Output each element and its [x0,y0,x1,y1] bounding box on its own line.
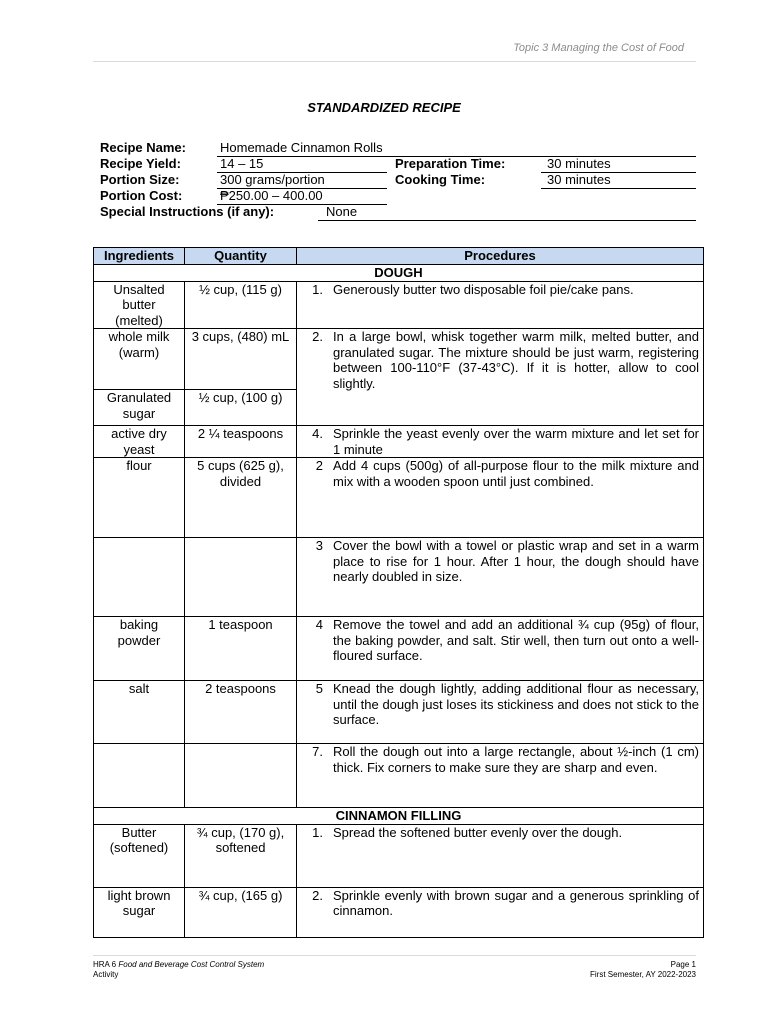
step-text: Remove the towel and add an additional ¾ cup (95g) of flour, the baking powder, and salt. Stir well, then turn out onto a well-floured surface. [333,617,699,663]
footer-divider [93,955,696,956]
table-row [94,744,704,808]
topic-header: Topic 3 Managing the Cost of Food [513,42,684,54]
ingredients-header: Ingredients [94,248,185,265]
procedure-cell [297,887,704,937]
step-number: 3 [315,538,323,553]
step-text: Roll the dough out into a large rectangle, about ½-inch (1 cm) thick. Fix corners to make sure they are sharp and even. [333,744,699,775]
quantity-cell [185,538,297,617]
prep-time-label: Preparation Time: [395,156,506,171]
step-number: 2. [312,329,323,344]
step-text: Add 4 cups (500g) of all-purpose flour to the milk mixture and mix with a wooden spoon until just combined. [333,458,699,489]
footer-left [93,960,264,980]
section-row [94,265,704,282]
quantity-cell: 5 cups (625 g), divided [185,458,297,538]
ingredient-cell [94,744,185,808]
special-instructions-label: Special Instructions (if any): [100,204,275,219]
table-row [94,681,704,744]
step-number: 2 [315,458,323,473]
quantity-cell: ½ cup, (100 g) [185,390,297,426]
quantity-cell: ½ cup, (115 g) [185,281,297,329]
cooking-time-label: Cooking Time: [395,172,486,187]
ingredient-cell: Granulated sugar [94,390,185,426]
section-row [94,808,704,825]
semester-label: First Semester, AY 2022-2023 [590,970,696,979]
quantity-cell: 2 ¼ teaspoons [185,426,297,458]
portion-size-value: 300 grams/portion [217,172,387,189]
step-number: 1. [312,824,323,840]
procedure-cell [297,681,704,744]
quantity-cell: ¾ cup, (165 g) [185,887,297,937]
ingredient-cell: light brown sugar [94,887,185,937]
document-title: STANDARDIZED RECIPE [307,100,461,115]
ingredient-cell: salt [94,681,185,744]
table-row [94,887,704,937]
recipe-name-label: Recipe Name: [100,140,186,155]
section-dough: DOUGH [94,265,704,282]
course-code: HRA 6 [93,960,117,969]
ingredient-cell: whole milk (warm) [94,329,185,390]
step-text: In a large bowl, whisk together warm milk, melted butter, and granulated sugar. The mixture should be just warm, registering between 100-110°F (37-43°C). If it is hotter, allow to cool slightly. [333,329,699,391]
procedure-cell [297,281,704,329]
recipe-name-value: Homemade Cinnamon Rolls [217,140,696,157]
quantity-cell: 2 teaspoons [185,681,297,744]
step-number: 4. [312,426,323,441]
table-row [94,281,704,329]
table-header-row [94,248,704,265]
special-instructions-value: None [318,204,696,221]
table-row [94,538,704,617]
recipe-table [93,247,704,938]
step-number: 1. [312,281,323,297]
prep-time-value: 30 minutes [541,156,696,173]
footer-right [590,960,696,980]
header-divider [93,61,696,62]
ingredient-cell: baking powder [94,617,185,681]
step-text: Cover the bowl with a towel or plastic wrap and set in a warm place to rise for 1 hour. After 1 hour, the dough should have nearly doubled in size. [333,538,699,584]
quantity-header: Quantity [185,248,297,265]
table-row [94,617,704,681]
step-number: 7. [312,744,323,759]
ingredient-cell: active dry yeast [94,426,185,458]
quantity-cell: 3 cups, (480) mL [185,329,297,390]
section-cinnamon-filling: CINNAMON FILLING [94,808,704,825]
procedure-cell [297,824,704,887]
ingredient-cell [94,538,185,617]
step-number: 4 [315,617,323,632]
table-row [94,458,704,538]
quantity-cell: 1 teaspoon [185,617,297,681]
step-text: Spread the softened butter evenly over the dough. [333,824,623,840]
procedure-cell [297,617,704,681]
ingredient-cell: flour [94,458,185,538]
procedure-cell [297,538,704,617]
recipe-yield-label: Recipe Yield: [100,156,181,171]
table-row [94,426,704,458]
quantity-cell [185,744,297,808]
procedures-header: Procedures [297,248,704,265]
page-number: Page 1 [670,960,696,969]
procedure-cell [297,329,704,426]
step-text: Sprinkle evenly with brown sugar and a generous sprinkling of cinnamon. [333,887,699,918]
footer-activity: Activity [93,970,119,979]
procedure-cell [297,458,704,538]
step-number: 2. [312,887,323,903]
recipe-yield-value: 14 – 15 [217,156,387,173]
portion-cost-label: Portion Cost: [100,188,183,203]
table-row [94,824,704,887]
step-number: 5 [315,681,323,696]
course-title: Food and Beverage Cost Control System [118,960,265,969]
table-row [94,329,704,390]
ingredient-cell: Unsalted butter (melted) [94,281,185,329]
quantity-cell: ¾ cup, (170 g), softened [185,824,297,887]
procedure-cell [297,744,704,808]
step-text: Generously butter two disposable foil pie/cake pans. [333,281,634,297]
portion-cost-value: ₱250.00 – 400.00 [217,188,387,205]
procedure-cell [297,426,704,458]
step-text: Sprinkle the yeast evenly over the warm mixture and let set for 1 minute [333,426,699,457]
cooking-time-value: 30 minutes [541,172,696,189]
step-text: Knead the dough lightly, adding additional flour as necessary, until the dough just loses its stickiness and does not stick to the surface. [333,681,699,727]
portion-size-label: Portion Size: [100,172,180,187]
ingredient-cell: Butter (softened) [94,824,185,887]
